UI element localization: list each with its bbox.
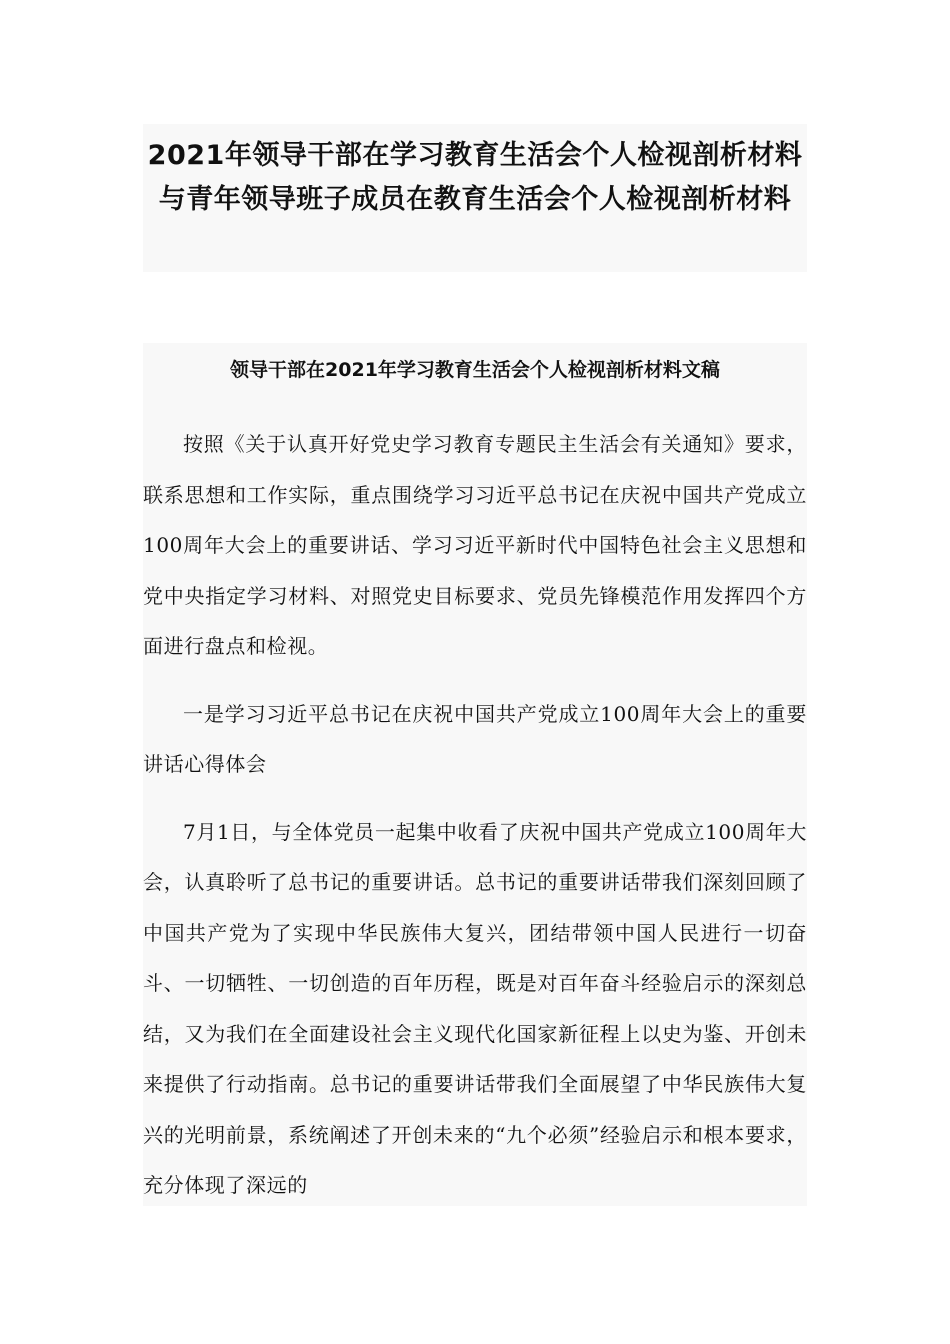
document-title: 2021年领导干部在学习教育生活会个人检视剖析材料与青年领导班子成员在教育生活会个人检视剖析材料 xyxy=(147,140,803,215)
section-subtitle: 领导干部在2021年学习教育生活会个人检视剖析材料文稿 xyxy=(230,359,720,381)
paragraph-section-heading: 一是学习习近平总书记在庆祝中国共产党成立100周年大会上的重要讲话心得体会 xyxy=(143,701,807,776)
content-block xyxy=(143,343,807,1206)
paragraph-body: 7月1日，与全体党员一起集中收看了庆祝中国共产党成立100周年大会，认真聆听了总书记的重要讲话。总书记的重要讲话带我们深刻回顾了中国共产党为了实现中华民族伟大复兴，团结带领中国人民进行一切奋斗、一切牺牲、一切创造的百年历程，既是对百年奋斗经验启示的深刻总结，又为我们在全面建设社会主义现代化国家新征程上以史为鉴、开创未来提供了行动指南。总书记的重要讲话带我们全面展望了中华民族伟大复兴的光明前景，系统阐述了开创未来的“九个必须”经验启示和根本要求，充分体现了深远的 xyxy=(143,819,807,1197)
paragraph-intro: 按照《关于认真开好党史学习教育专题民主生活会有关通知》要求，联系思想和工作实际，重点围绕学习习近平总书记在庆祝中国共产党成立100周年大会上的重要讲话、学习习近平新时代中国特色社会主义思想和党中央指定学习材料、对照党史目标要求、党员先锋模范作用发挥四个方面进行盘点和检视。 xyxy=(143,432,807,658)
title-block xyxy=(143,124,807,272)
